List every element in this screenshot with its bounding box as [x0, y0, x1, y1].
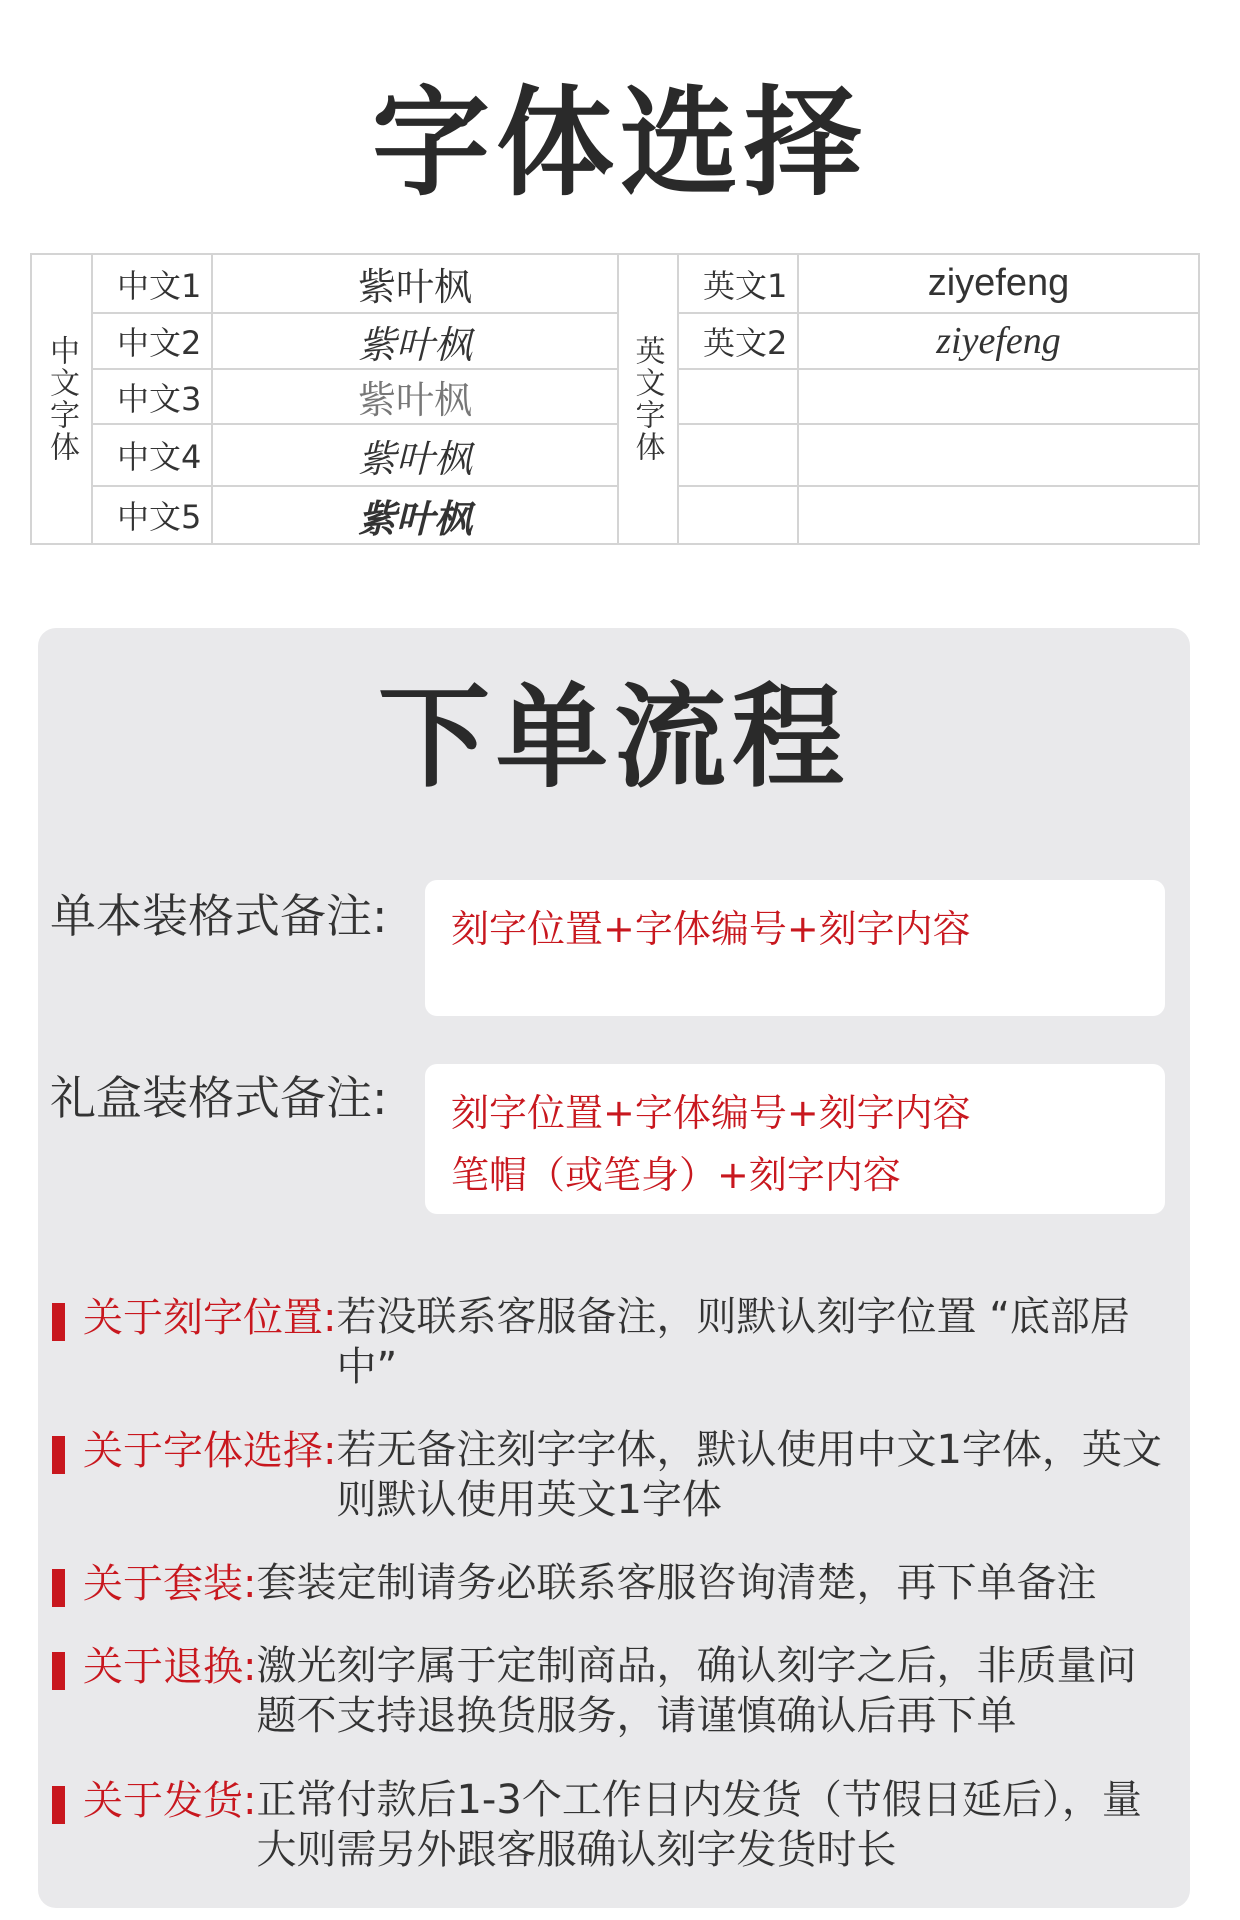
font-name-chinese-3: 中文3: [117, 379, 202, 418]
single-pack-format-box: [425, 880, 1165, 1016]
note-marker: [52, 1436, 65, 1474]
gift-box-format-box: [425, 1064, 1165, 1214]
note-key: 关于字体选择:: [83, 1428, 337, 1474]
font-sample-english-1: ziyefeng: [927, 262, 1070, 304]
note-key: 关于套装:: [83, 1561, 257, 1607]
note-text: 若无备注刻字字体，默认使用中文1字体，英文则默认使用英文1字体: [336, 1427, 1162, 1523]
gift-box-format-line-1: 刻字位置+字体编号+刻字内容: [451, 1091, 971, 1135]
single-pack-format-line-1: 刻字位置+字体编号+刻字内容: [451, 907, 971, 951]
note-marker: [52, 1569, 65, 1607]
note-key: 关于退换:: [83, 1644, 257, 1690]
font-name-chinese-1: 中文1: [117, 266, 202, 305]
note-text: 正常付款后1-3个工作日内发货（节假日延后），量大则需另外跟客服确认刻字发货时长: [256, 1777, 1142, 1873]
note-key: 关于刻字位置:: [83, 1295, 337, 1341]
note-text: 套装定制请务必联系客服咨询清楚，再下单备注: [256, 1560, 1097, 1606]
font-sample-chinese-3: 紫叶枫: [357, 378, 472, 422]
note-text: 激光刻字属于定制商品，确认刻字之后，非质量问题不支持退换货服务，请谨慎确认后再下单: [256, 1643, 1137, 1739]
note-marker: [52, 1652, 65, 1690]
font-sample-chinese-2: 紫叶枫: [357, 322, 472, 367]
font-sample-chinese-5: 紫叶枫: [357, 495, 472, 541]
english-fonts-group-label: [617, 255, 677, 543]
note-shipping: [52, 1775, 1172, 1875]
note-marker: [52, 1303, 65, 1341]
font-name-english-1: 英文1: [703, 266, 788, 305]
note-returns: [52, 1641, 1172, 1741]
chinese-fonts-group-text: 中文字体: [44, 335, 79, 463]
font-sample-english-2: ziyefeng: [936, 320, 1061, 362]
note-marker: [52, 1786, 65, 1824]
order-process-panel: [38, 628, 1190, 1908]
font-sample-chinese-1: 紫叶枫: [357, 265, 472, 309]
font-selection-title: 字体选择: [371, 74, 868, 212]
note-font-choice: [52, 1425, 1172, 1525]
font-table: [30, 253, 1200, 545]
order-process-title: 下单流程: [378, 673, 850, 803]
font-name-chinese-2: 中文2: [117, 324, 202, 362]
note-engraving-position: [52, 1292, 1172, 1392]
note-text: 若没联系客服备注，则默认刻字位置 “底部居中”: [336, 1294, 1130, 1390]
note-set: [52, 1558, 1172, 1610]
english-fonts-group-text: 英文字体: [629, 335, 665, 463]
font-name-english-2: 英文2: [703, 324, 788, 362]
single-pack-label: 单本装格式备注:: [50, 889, 388, 943]
chinese-fonts-group-label: [32, 255, 91, 543]
gift-box-format-line-2: 笔帽（或笔身）+刻字内容: [451, 1153, 901, 1197]
note-key: 关于发货:: [83, 1778, 257, 1824]
gift-box-label: 礼盒装格式备注:: [50, 1071, 388, 1125]
font-name-chinese-5: 中文5: [117, 498, 202, 536]
font-sample-chinese-4: 紫叶枫: [357, 438, 472, 481]
font-name-chinese-4: 中文4: [117, 438, 202, 476]
